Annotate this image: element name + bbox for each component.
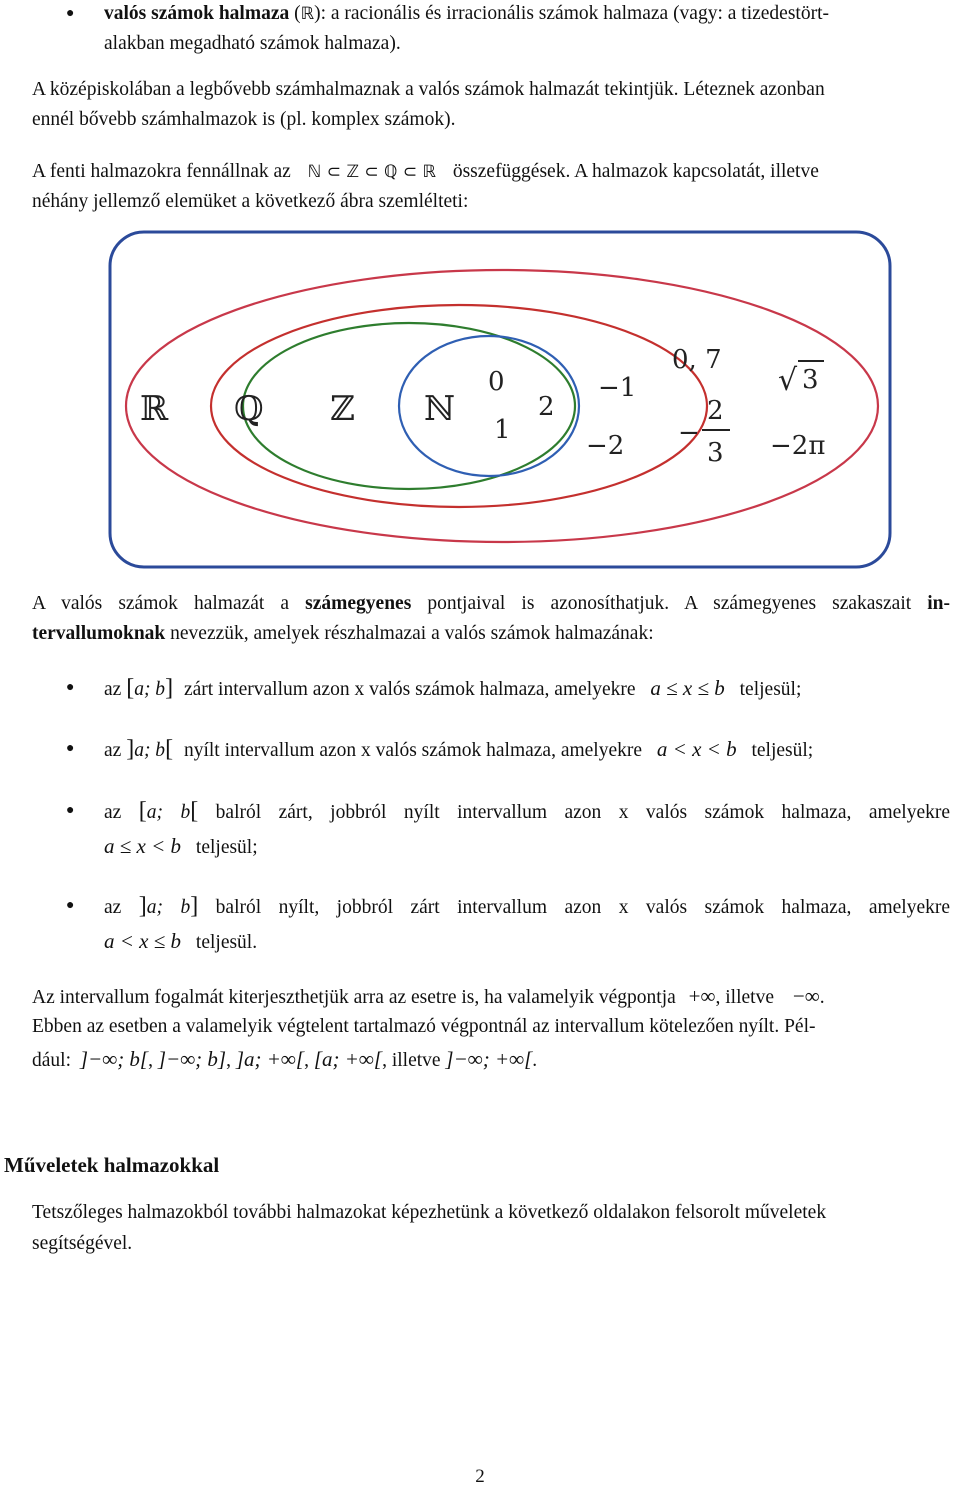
interval-item-right-closed: az ]a; b] balról nyílt, jobbról zárt intervallum azon x valós számok halmaza, amelyekre (104, 893, 951, 919)
interval-item-left-closed-cont: a ≤ x < b teljesül; (104, 834, 258, 858)
natural-element-2: 2 (538, 392, 555, 422)
integer-element-neg1: −1 (598, 373, 637, 403)
intro-bullet-line1: valós számok halmaza (ℝ): a racionális és irracionális számok halmaza (vagy: a tizedestört- (104, 3, 829, 24)
natural-element-0: 0 (488, 367, 505, 397)
intro-bullet-line2: alakban megadható számok halmaza). (104, 33, 401, 54)
integer-set-ellipse (243, 323, 575, 489)
sqrt-radical-icon: √ (778, 363, 798, 398)
para2-line1: A fenti halmazokra fennállnak az ℕ ⊂ ℤ ⊂ ℚ ⊂ ℝ összefüggések. A halmazok kapcsolatát, illetve (32, 161, 819, 182)
para2-line2: néhány jellemző elemüket a következő ábra szemlélteti: (32, 191, 469, 212)
section-line1: Tetszőleges halmazokból további halmazokat képezhetünk a következő oldalakon felsorolt műveletek (32, 1202, 827, 1223)
interval-item-right-closed-cont: a < x ≤ b teljesül. (104, 929, 258, 953)
rational-fraction-numerator: 2 (707, 396, 724, 426)
integer-element-neg2: −2 (586, 431, 625, 461)
para3-line1: A valós számok halmazát a számegyenes pontjaival is azonosíthatjuk. A számegyenes szakaszait in- (32, 593, 950, 614)
para1-line1: A középiskolában a legbővebb számhalmaznak a valós számok halmazát tekintjük. Léteznek azonban (32, 79, 825, 100)
bullet-dot: ● (66, 898, 75, 913)
section-line2: segítségével. (32, 1233, 133, 1254)
para4-line1: Az intervallum fogalmát kiterjeszthetjük arra az esetre is, ha valamelyik végpontja +∞, illetve −∞. (32, 984, 825, 1008)
real-element-neg2pi: −2π (770, 431, 826, 461)
natural-set-label: ℕ (424, 389, 456, 429)
para3-line2: tervallumoknak nevezzük, amelyek részhalmazai a valós számok halmazának: (32, 623, 654, 644)
rational-set-label: ℚ (234, 389, 264, 429)
set-relation: ℕ ⊂ ℤ ⊂ ℚ ⊂ ℝ (307, 162, 436, 182)
para4-line3: dául: ]−∞; b[, ]−∞; b], ]a; +∞[, [a; +∞[, illetve ]−∞; +∞[. (32, 1047, 538, 1071)
page-number: 2 (475, 1466, 485, 1487)
interval-item-left-closed: az [a; b[ balról zárt, jobbról nyílt intervallum azon x valós számok halmaza, amelyekre (104, 798, 951, 824)
bullet-dot: ● (66, 803, 75, 818)
para1-line2: ennél bővebb számhalmazok is (pl. komplex számok). (32, 109, 456, 130)
real-element-sqrt3: 3 (802, 365, 819, 395)
para4-line2: Ebben az esetben a valamelyik végtelent tartalmazó végpontnál az intervallum kötelezően nyílt. Pél- (32, 1016, 816, 1037)
rational-set-ellipse (211, 305, 707, 507)
rational-fraction-denominator: 3 (707, 438, 724, 468)
bullet-dot: ● (66, 741, 75, 756)
interval-item-closed: az [a; b] zárt intervallum azon x valós számok halmaza, amelyekre a ≤ x ≤ b teljesül; (104, 675, 802, 701)
bullet-dot: ● (66, 680, 75, 695)
number-sets-diagram (104, 226, 894, 571)
section-heading: Műveletek halmazokkal (4, 1153, 220, 1177)
natural-element-1: 1 (494, 415, 511, 445)
real-set-label: ℝ (140, 389, 169, 429)
interval-item-open: az ]a; b[ nyílt intervallum azon x valós számok halmaza, amelyekre a < x < b teljesül; (104, 736, 814, 762)
diagram-frame (110, 232, 890, 567)
rational-fraction-minus: − (678, 418, 700, 448)
rational-element-decimal: 0, 7 (672, 345, 722, 375)
integer-set-label: ℤ (330, 389, 355, 429)
bullet-dot: ● (66, 6, 75, 21)
